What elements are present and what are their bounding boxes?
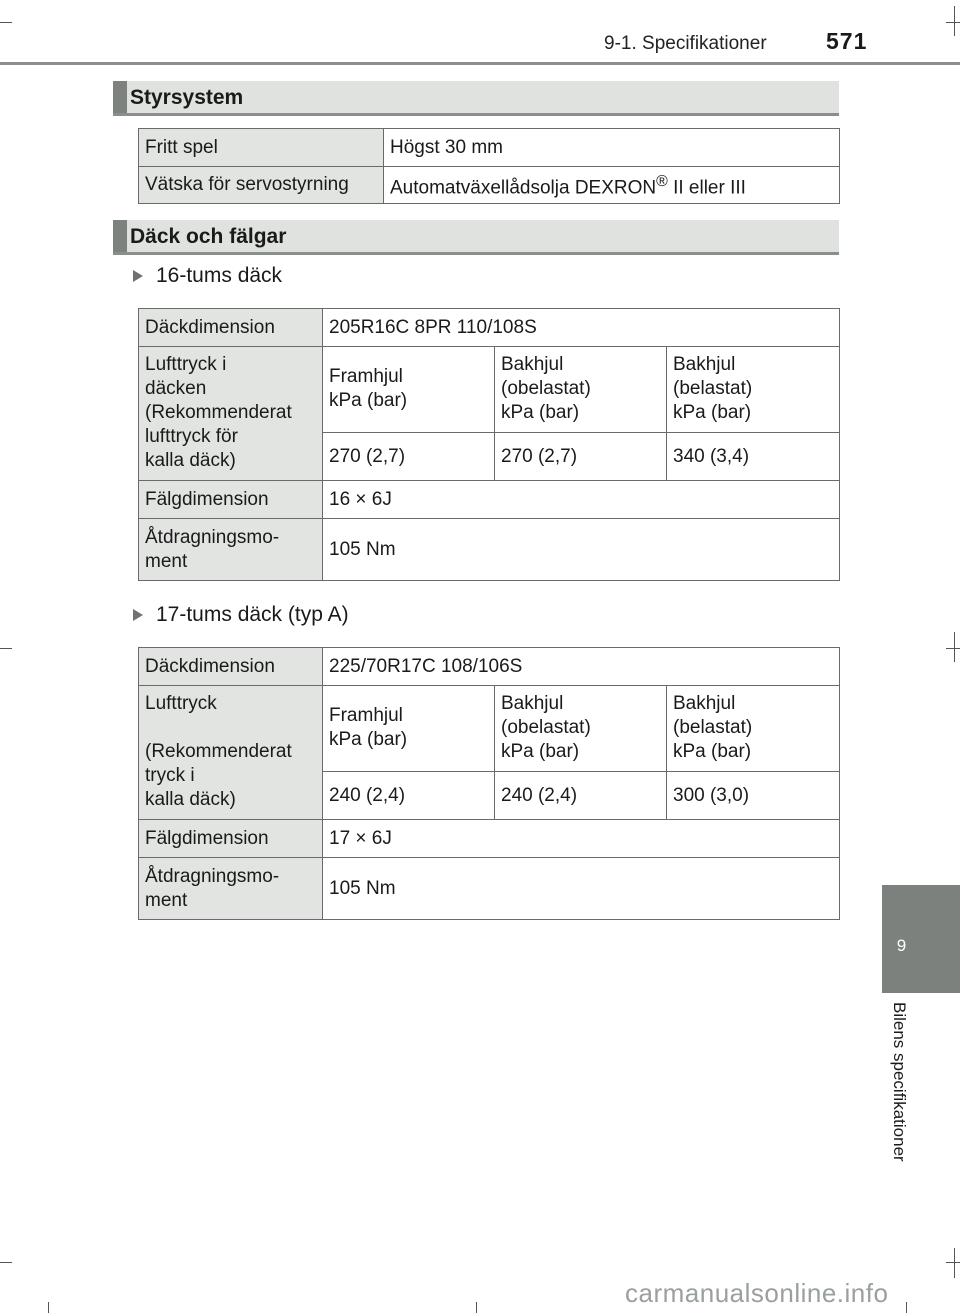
torque-label: Åtdragningsmo- ment bbox=[139, 858, 323, 920]
section-heading-tires bbox=[113, 220, 839, 255]
free-play-label: Fritt spel bbox=[139, 129, 384, 167]
fluid-name: Automatväxellådsolja DEXRON bbox=[390, 177, 657, 199]
subheading-text: 16-tums däck bbox=[156, 264, 283, 287]
tire-dimension-label: Däckdimension bbox=[139, 309, 323, 347]
header-rule bbox=[0, 62, 960, 65]
registered-mark: ® bbox=[656, 172, 668, 190]
page-number: 571 bbox=[826, 28, 868, 54]
rear-laden-header: Bakhjul (belastat) kPa (bar) bbox=[667, 347, 840, 433]
rear-unladen-header: Bakhjul (obelastat) kPa (bar) bbox=[495, 347, 667, 433]
fluid-grade: II eller III bbox=[667, 177, 746, 199]
rear-laden-pressure-value: 340 (3,4) bbox=[667, 433, 840, 481]
power-steering-fluid-value bbox=[384, 167, 840, 204]
subheading-text: 17-tums däck (typ A) bbox=[156, 603, 349, 626]
rear-unladen-header: Bakhjul (obelastat) kPa (bar) bbox=[495, 686, 667, 772]
front-wheel-header: Framhjul kPa (bar) bbox=[323, 347, 495, 433]
torque-label: Åtdragningsmo- ment bbox=[139, 519, 323, 581]
table-row bbox=[139, 820, 840, 858]
triangle-bullet-icon bbox=[133, 609, 143, 621]
torque-value: 105 Nm bbox=[323, 858, 840, 920]
triangle-bullet-icon bbox=[133, 270, 143, 282]
table-row bbox=[139, 686, 840, 772]
free-play-value: Högst 30 mm bbox=[384, 129, 840, 167]
tire-pressure-label: Lufttryck i däcken (Rekommenderat lufttryck för kalla däck) bbox=[139, 347, 323, 481]
rear-unladen-pressure-value: 270 (2,7) bbox=[495, 433, 667, 481]
table-row bbox=[139, 519, 840, 581]
rear-unladen-pressure-value: 240 (2,4) bbox=[495, 772, 667, 820]
front-pressure-value: 240 (2,4) bbox=[323, 772, 495, 820]
chapter-label: Bilens specifikationer bbox=[890, 1002, 909, 1162]
tire-dimension-value: 205R16C 8PR 110/108S bbox=[323, 309, 840, 347]
tire-table-17 bbox=[138, 647, 840, 920]
tire-table-16 bbox=[138, 308, 840, 581]
rim-dimension-value: 17 × 6J bbox=[323, 820, 840, 858]
table-row bbox=[139, 858, 840, 920]
front-wheel-header: Framhjul kPa (bar) bbox=[323, 686, 495, 772]
subheading-16-inch bbox=[133, 264, 282, 288]
section-title: Däck och fälgar bbox=[130, 225, 287, 248]
rim-dimension-label: Fälgdimension bbox=[139, 481, 323, 519]
subheading-17-inch bbox=[133, 603, 349, 627]
chapter-number: 9 bbox=[896, 936, 907, 955]
table-row bbox=[139, 167, 840, 204]
rim-dimension-value: 16 × 6J bbox=[323, 481, 840, 519]
watermark-text: carmanualsonline.info bbox=[625, 1278, 889, 1308]
tire-dimension-label: Däckdimension bbox=[139, 648, 323, 686]
section-accent bbox=[113, 81, 127, 113]
section-heading-steering bbox=[113, 81, 839, 116]
power-steering-fluid-label: Vätska för servostyrning bbox=[139, 167, 384, 204]
rear-laden-header: Bakhjul (belastat) kPa (bar) bbox=[667, 686, 840, 772]
section-accent bbox=[113, 220, 127, 252]
table-row bbox=[139, 309, 840, 347]
torque-value: 105 Nm bbox=[323, 519, 840, 581]
running-header-section: 9-1. Specifikationer bbox=[604, 33, 767, 54]
rear-laden-pressure-value: 300 (3,0) bbox=[667, 772, 840, 820]
steering-table bbox=[138, 128, 840, 204]
table-row bbox=[139, 481, 840, 519]
tire-dimension-value: 225/70R17C 108/106S bbox=[323, 648, 840, 686]
section-title: Styrsystem bbox=[130, 86, 244, 109]
rim-dimension-label: Fälgdimension bbox=[139, 820, 323, 858]
table-row bbox=[139, 648, 840, 686]
table-row bbox=[139, 129, 840, 167]
tire-pressure-label: Lufttryck (Rekommenderat tryck i kalla däck) bbox=[139, 686, 323, 820]
front-pressure-value: 270 (2,7) bbox=[323, 433, 495, 481]
table-row bbox=[139, 347, 840, 433]
